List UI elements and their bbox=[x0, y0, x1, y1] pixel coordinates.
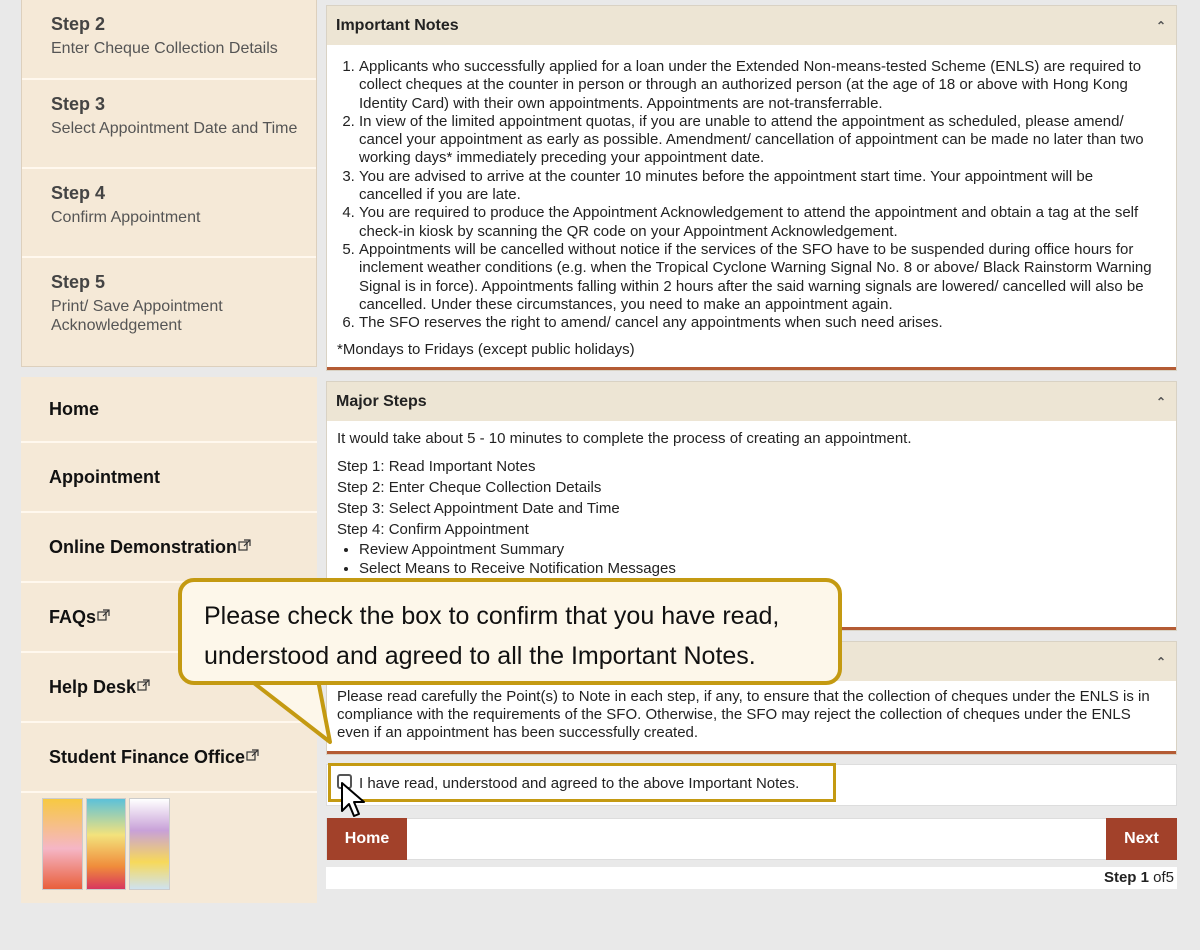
leaflet-banner-image[interactable] bbox=[42, 798, 170, 890]
step-item-3 bbox=[22, 80, 316, 169]
nav-item-online-demonstration[interactable] bbox=[21, 513, 317, 583]
note-item: 4. You are required to produce the Appointment Acknowledgement to attend the appointment and obtain a tag at the self check-in kiosk by scanning the QR code on your Appointment Acknowledgement. bbox=[359, 204, 1160, 241]
leaflet-page-3 bbox=[129, 798, 170, 890]
step-progress-of: of bbox=[1153, 869, 1166, 886]
step-item-2 bbox=[22, 0, 316, 80]
mouse-pointer-icon bbox=[340, 781, 366, 819]
home-button[interactable]: Home bbox=[327, 818, 407, 860]
chevron-up-icon[interactable]: ⌃ bbox=[1155, 654, 1166, 669]
confirm-row bbox=[326, 764, 1177, 806]
substep-item: • Review Appointment Summary bbox=[359, 540, 1176, 559]
nav-label: Appointment bbox=[49, 466, 160, 487]
nav-label: Student Finance Office bbox=[49, 746, 246, 767]
step-progress bbox=[326, 867, 1177, 889]
nav-label: Help Desk bbox=[49, 676, 137, 697]
step-list bbox=[21, 0, 317, 367]
panel-divider bbox=[327, 751, 1176, 754]
step-number: Step 4 bbox=[51, 183, 106, 203]
major-step-item: Step 2: Enter Cheque Collection Details bbox=[337, 479, 602, 496]
step-title: Select Appointment Date and Time bbox=[51, 120, 298, 137]
step-progress-current: 1 bbox=[1140, 869, 1149, 886]
chevron-up-icon[interactable]: ⌃ bbox=[1155, 394, 1166, 409]
step-number: Step 3 bbox=[51, 94, 106, 114]
confirm-label[interactable]: I have read, understood and agreed to the above Important Notes. bbox=[359, 775, 800, 792]
panel-header[interactable] bbox=[327, 382, 1176, 421]
step-progress-prefix: Step bbox=[1103, 869, 1137, 886]
step-item-4 bbox=[22, 169, 316, 258]
callout-pointer bbox=[240, 680, 350, 750]
step-number: Step 2 bbox=[51, 14, 106, 34]
note-item: 5. Appointments will be cancelled without notice if the services of the SFO have to be suspended during office hours for inclement weather conditions (e.g. when the Tropical Cyclone Warning Signal No. 8 or above/ Black Rainstorm Warning Signal is in force). Appointments falling within 2 hours after the said warning signals are lowered/ cancelled will also be cancelled. Under these circumstances, you need to make an appointment again. bbox=[359, 241, 1160, 314]
nav-item-home[interactable] bbox=[21, 377, 317, 443]
note-item: 6. The SFO reserves the right to amend/ cancel any appointments when such need arises. bbox=[359, 314, 1160, 332]
step-title: Confirm Appointment bbox=[51, 209, 201, 226]
leaflet-page-1 bbox=[42, 798, 83, 890]
note-item: 3. You are advised to arrive at the counter 10 minutes before the appointment start time. Your appointment will be cancelled if you are late. bbox=[359, 168, 1160, 205]
chevron-up-icon[interactable]: ⌃ bbox=[1155, 18, 1166, 33]
step-progress-total: 5 bbox=[1165, 869, 1174, 886]
next-button[interactable]: Next bbox=[1106, 818, 1177, 860]
note-item: 2. In view of the limited appointment quotas, if you are unable to attend the appointment as scheduled, please amend/ cancel your appointment as early as possible. Amendment/ cancellation of appointment can be made no later than two working days* immediately preceding your appointment date. bbox=[359, 113, 1160, 168]
major-step-item: Step 3: Select Appointment Date and Time bbox=[337, 500, 620, 517]
panel-title: Important Notes bbox=[336, 16, 459, 34]
external-link-icon bbox=[137, 679, 150, 695]
external-link-icon bbox=[246, 749, 259, 765]
external-link-icon bbox=[238, 539, 251, 555]
step-title: Enter Cheque Collection Details bbox=[51, 40, 278, 57]
nav-label: Home bbox=[49, 398, 100, 419]
leaflet-page-2 bbox=[86, 798, 127, 890]
nav-label: Online Demonstration bbox=[49, 536, 238, 557]
panel-header[interactable] bbox=[327, 6, 1176, 45]
nav-item-appointment[interactable] bbox=[21, 443, 317, 513]
substep-item: • Select Means to Receive Notification Messages bbox=[359, 559, 1176, 578]
instruction-callout bbox=[178, 578, 842, 685]
panel-divider bbox=[327, 367, 1176, 370]
substep-list bbox=[337, 540, 1176, 578]
step-number: Step 5 bbox=[51, 272, 106, 292]
callout-line: understood and agreed to all the Important Notes. bbox=[204, 642, 756, 670]
external-link-icon bbox=[97, 609, 110, 625]
points-to-note-text: Please read carefully the Point(s) to Note in each step, if any, to ensure that the collection of cheques under the ENLS is in compliance with the requirements of the SFO. Otherwise, the SFO may reject the collection of cheques under the ENLS even if an appointment has been successfully created. bbox=[337, 688, 1150, 741]
major-step-item: Step 1: Read Important Notes bbox=[337, 458, 536, 475]
footnote: *Mondays to Fridays (except public holidays) bbox=[337, 341, 635, 359]
important-notes-panel bbox=[326, 5, 1177, 371]
step-title: Print/ Save Appointment Acknowledgement bbox=[51, 298, 223, 334]
step-item-5 bbox=[22, 258, 316, 347]
major-steps-intro: It would take about 5 - 10 minutes to complete the process of creating an appointment. bbox=[337, 430, 912, 447]
note-item: 1. Applicants who successfully applied for a loan under the Extended Non-means-tested Scheme (ENLS) are required to collect cheques at the counter in person or through an authorized person (at the age of 18 or above with Hong Kong Identity Card) with their own appointments. Appointments are not-transferrable. bbox=[359, 58, 1160, 113]
button-bar bbox=[326, 818, 1177, 860]
panel-title: Major Steps bbox=[336, 392, 427, 410]
nav-label: FAQs bbox=[49, 606, 97, 627]
major-steps-list bbox=[337, 456, 1176, 540]
callout-line: Please check the box to confirm that you have read, bbox=[204, 602, 780, 630]
major-step-item: Step 4: Confirm Appointment bbox=[337, 521, 529, 538]
notes-list bbox=[327, 58, 1160, 332]
